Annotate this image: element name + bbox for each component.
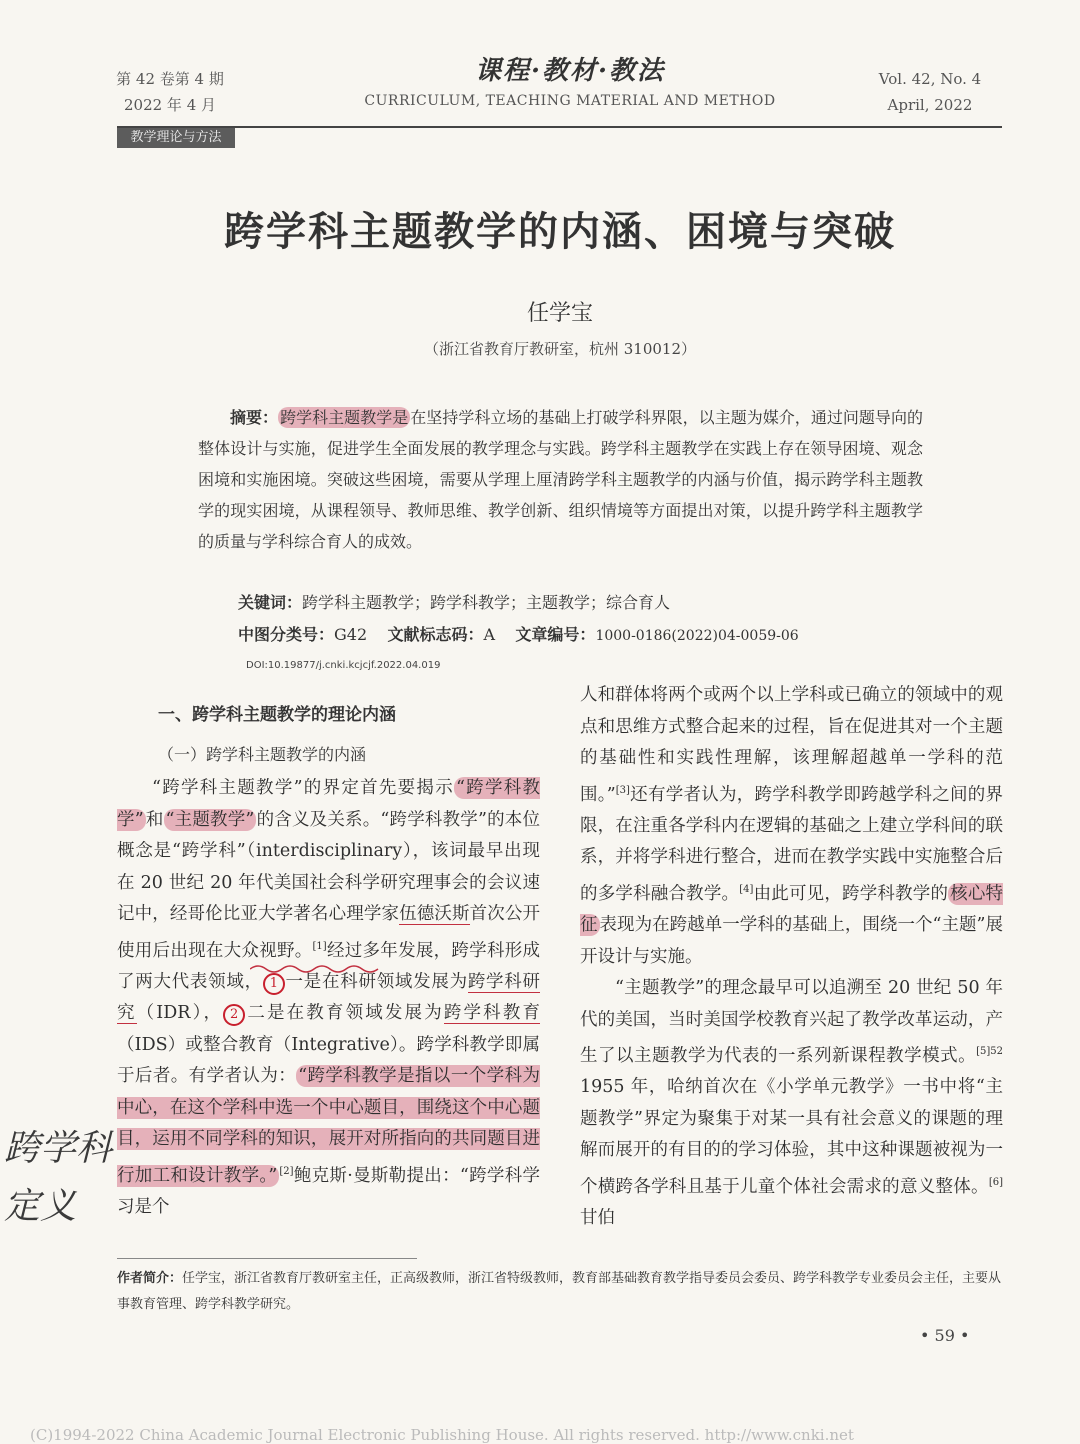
citation: [6]: [988, 1176, 1003, 1188]
keywords-text: 跨学科主题教学；跨学科教学；主题教学；综合育人: [302, 593, 671, 612]
header-rule: [117, 126, 1002, 128]
page-number: • 59 •: [920, 1326, 970, 1345]
text: （IDR），: [136, 1003, 224, 1024]
author-note-text: 任学宝，浙江省教育厅教研室主任，正高级教师，浙江省特级教师，教育部基础教育教学指导委员会委员、跨学科教学专业委员会主任，主要从事教育管理、跨学科教学研究。: [117, 1271, 1002, 1312]
doc-code-value: A: [483, 625, 496, 644]
highlight-interdisciplinary-teaching: “跨学科教学”: [117, 778, 540, 830]
text: 由此可见，跨学科教学的: [753, 883, 949, 904]
copyright-notice: (C)1994-2022 China Academic Journal Electronic Publishing House. All rights reserved. http://www.cnki.net: [30, 1426, 854, 1444]
left-column: [117, 773, 540, 1224]
citation: [4]: [739, 883, 754, 895]
text: 二是在教育领域发展为: [245, 1003, 444, 1024]
classification-line: [238, 622, 799, 645]
text: 甘伯: [580, 1208, 615, 1229]
text: 经过多年发展，跨学科形成了两大代表领域，: [117, 940, 541, 992]
highlight-core-feature: 核心特征: [580, 883, 1004, 936]
article-number-label: 文章编号：: [515, 625, 596, 644]
text: 表现为在跨越单一学科的基础上，围绕一个“主题”展开设计与实施。: [580, 915, 1003, 967]
section-tag: 教学理论与方法: [117, 128, 235, 148]
volume-issue-cn: 第 42 卷第 4 期: [116, 70, 224, 88]
clc-label: 中图分类号：: [238, 625, 335, 644]
handwritten-line: 定义: [4, 1186, 77, 1227]
author-note: [117, 1266, 1002, 1318]
citation: [3]: [615, 784, 630, 796]
clc-value: G42: [334, 625, 368, 644]
journal-masthead: [340, 50, 800, 109]
volume-issue-en: Vol. 42, No. 4: [878, 70, 982, 88]
handwritten-note: [4, 1120, 114, 1236]
text: 鲍克斯·曼斯勒提出：“跨学科学习是个: [117, 1165, 540, 1218]
footnote-rule: [117, 1258, 417, 1259]
highlight-theme-teaching: “主题教学”: [165, 809, 255, 830]
keywords-label: 关键词：: [238, 593, 303, 612]
section-heading: 一、跨学科主题教学的理论内涵: [158, 705, 396, 725]
article-number-value: 1000-0186(2022)04-0059-06: [595, 628, 799, 644]
underline-ids: 跨学科教育: [443, 1003, 540, 1024]
doc-code-label: 文献标志码：: [387, 625, 484, 644]
text: 一是在科研领域发展为: [284, 971, 468, 992]
citation: [1]: [312, 940, 327, 952]
author-note-label: 作者简介：: [117, 1271, 183, 1286]
header-volume-cn: [100, 66, 240, 118]
header-volume-en: [850, 66, 1010, 118]
keywords: [238, 590, 670, 613]
circled-number: 2: [223, 1004, 245, 1026]
journal-title-en: CURRICULUM, TEACHING MATERIAL AND METHOD: [364, 93, 776, 109]
circled-number: 1: [263, 973, 285, 995]
citation: [5]52: [976, 1046, 1003, 1058]
text: “跨学科主题教学”的界定首先要揭示: [152, 778, 454, 798]
journal-title-cn: 课程·教材·教法: [474, 56, 666, 86]
abstract-text: 在坚持学科立场的基础上打破学科界限，以主题为媒介，通过问题导向的整体设计与实施，促进学生全面发展的教学理念与实践。跨学科主题教学在实践上存在领导困境、观念困境和实施困境。突破这些困境，需要从学理上厘清跨学科主题教学的内涵与价值，揭示跨学科主题教学的现实困境，从课程领导、教师思维、教学创新、组织情境等方面提出对策，以提升跨学科主题教学的质量与学科综合育人的成效。: [198, 408, 923, 551]
date-en: April, 2022: [887, 96, 973, 114]
text: 人和群体将两个或两个以上学科或已确立的领域中的观点和思维方式整合起来的过程，旨在促进其对一个主题的基础性和实践性理解，该理解超越单一学科的范围。”: [580, 685, 1003, 805]
text: 1955 年，哈纳首次在《小学单元教学》一书中将“主题教学”界定为聚集于对某一具有社会意义的课题的理解而展开的有目的的学习体验，其中这种课题被视为一个横跨各学科且基于儿童个体社会需求的意义整体。: [580, 1077, 1003, 1197]
subsection-heading: （一）跨学科主题教学的内涵: [158, 745, 367, 764]
handwritten-line: 跨学科: [4, 1128, 113, 1169]
author-name: 任学宝: [526, 301, 593, 326]
text: 还有学者认为，跨学科教学即跨越学科之间的界限，在注重各学科内在逻辑的基础之上建立学科间的联系，并将学科进行整合，进而在教学实践中实施整合后的多学科融合教学。: [580, 784, 1003, 904]
abstract-label: 摘要：: [230, 408, 279, 427]
author-affiliation: （浙江省教育厅教研室，杭州 310012）: [423, 340, 697, 358]
text: 首次公开使用后出现在大众视野。: [117, 904, 541, 961]
text: （IDS）或整合教育（Integrative）。跨学科教学即属于后者。有学者认为：: [117, 1034, 540, 1087]
text: “主题教学”的理念最早可以追溯至 20 世纪 50 年代的美国，当时美国学校教育兴起了教学改革运动，产生了以主题教学为代表的一系列新课程教学模式。: [580, 978, 1003, 1066]
citation: [2]: [279, 1165, 294, 1177]
text: 的含义及关系。“跨学科教学”的本位概念是“跨学科”（interdisciplinary），该词最早出现在 20 世纪 20 年代美国社会科学研究理事会的会议速记中，经哥伦比亚大学著名心理学家: [117, 809, 540, 924]
underline-idr: 跨学科研究: [117, 971, 541, 1024]
wavy-underline: [250, 963, 380, 975]
abstract: [198, 402, 923, 557]
highlight-definition: “跨学科教学是指以一个学科为中心，在这个学科中选一个中心题目，围绕这个中心题目，运用不同学科的知识，展开对所指向的共同题目进行加工和设计教学。”: [117, 1066, 540, 1186]
doi: DOI:10.19877/j.cnki.kcjcjf.2022.04.019: [246, 660, 441, 671]
text: 和: [145, 809, 164, 830]
date-cn: 2022 年 4 月: [123, 96, 217, 114]
underline-woodworth: 伍德沃斯: [399, 904, 470, 924]
article-title: 跨学科主题教学的内涵、困境与突破: [224, 209, 896, 255]
abstract-highlight: 跨学科主题教学是: [280, 408, 409, 427]
right-column: [580, 680, 1003, 1235]
